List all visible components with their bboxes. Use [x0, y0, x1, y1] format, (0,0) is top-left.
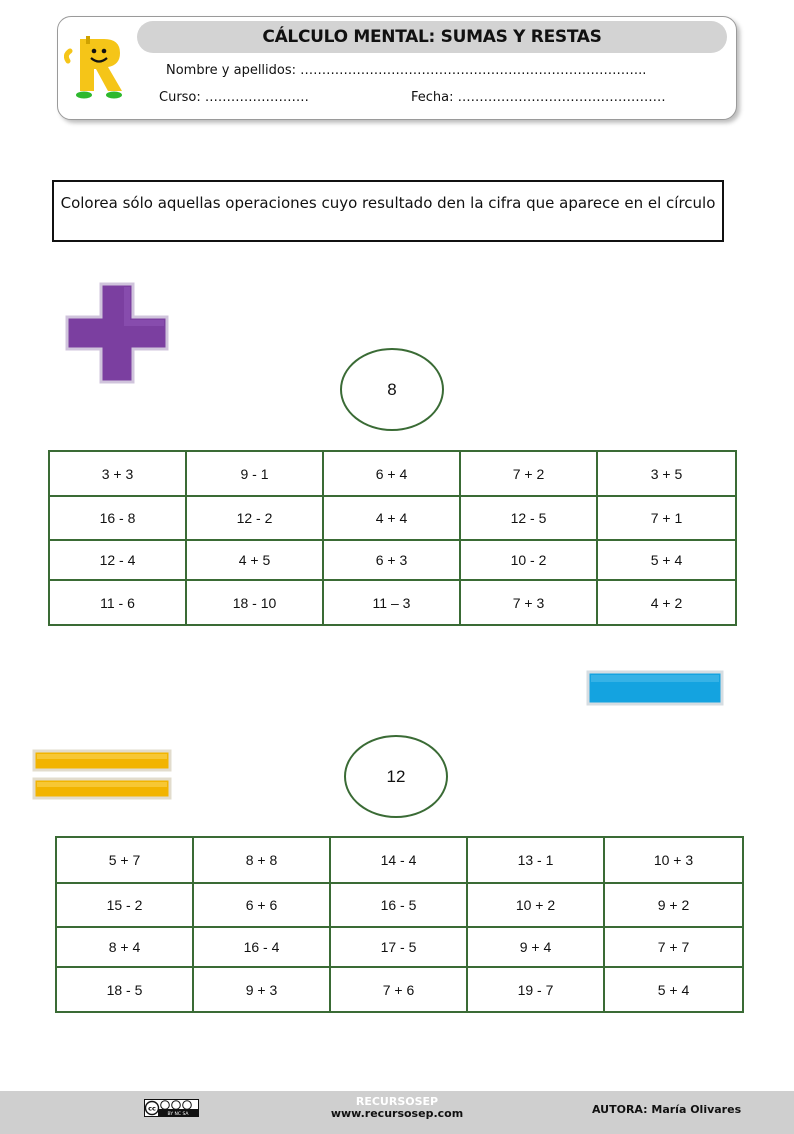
operation-cell[interactable]: 6 + 3 [323, 540, 460, 580]
operation-cell[interactable]: 15 - 2 [56, 883, 193, 927]
operation-cell[interactable]: 9 + 2 [604, 883, 743, 927]
operation-cell[interactable]: 6 + 4 [323, 451, 460, 496]
operation-cell[interactable]: 8 + 4 [56, 927, 193, 967]
footer-url[interactable]: www.recursosep.com [330, 1107, 464, 1120]
operation-cell[interactable]: 16 - 4 [193, 927, 330, 967]
operation-cell[interactable]: 8 + 8 [193, 837, 330, 883]
operation-cell[interactable]: 7 + 2 [460, 451, 597, 496]
operation-cell[interactable]: 12 - 2 [186, 496, 323, 540]
operation-cell[interactable]: 14 - 4 [330, 837, 467, 883]
operation-cell[interactable]: 16 - 8 [49, 496, 186, 540]
svg-text:cc: cc [148, 1104, 156, 1113]
operation-cell[interactable]: 13 - 1 [467, 837, 604, 883]
target-circle-12 [344, 735, 448, 818]
operation-cell[interactable]: 5 + 7 [56, 837, 193, 883]
operation-cell[interactable]: 11 - 6 [49, 580, 186, 625]
recursosep-logo [64, 33, 128, 99]
operations-table-1 [48, 450, 737, 626]
target-number: 8 [387, 380, 397, 399]
date-field[interactable]: Fecha: ………………………………………… [411, 90, 666, 105]
operation-cell[interactable]: 4 + 5 [186, 540, 323, 580]
operation-cell[interactable]: 19 - 7 [467, 967, 604, 1012]
operation-cell[interactable]: 9 + 4 [467, 927, 604, 967]
operation-cell[interactable]: 12 - 5 [460, 496, 597, 540]
minus-sign-icon [586, 670, 724, 706]
footer-brand: RECURSOSEP [355, 1095, 439, 1108]
operation-cell[interactable]: 10 - 2 [460, 540, 597, 580]
operation-cell[interactable]: 5 + 4 [597, 540, 736, 580]
operation-cell[interactable]: 18 - 5 [56, 967, 193, 1012]
operation-cell[interactable]: 7 + 6 [330, 967, 467, 1012]
instruction-box: Colorea sólo aquellas operaciones cuyo resultado den la cifra que aparece en el círculo [52, 180, 724, 242]
operation-cell[interactable]: 10 + 3 [604, 837, 743, 883]
operation-cell[interactable]: 4 + 2 [597, 580, 736, 625]
footer-author: AUTORA: María Olivares [592, 1103, 742, 1116]
operation-cell[interactable]: 7 + 7 [604, 927, 743, 967]
operation-cell[interactable]: 4 + 4 [323, 496, 460, 540]
operation-cell[interactable]: 17 - 5 [330, 927, 467, 967]
equals-sign-icon [32, 749, 172, 801]
plus-sign-icon [65, 282, 169, 384]
name-field[interactable]: Nombre y apellidos: …………………………………………………………………….. [166, 63, 647, 78]
course-field[interactable]: Curso: …………………… [159, 90, 309, 105]
target-circle-8 [340, 348, 444, 431]
footer [0, 1091, 794, 1134]
operation-cell[interactable]: 3 + 3 [49, 451, 186, 496]
operation-cell[interactable]: 18 - 10 [186, 580, 323, 625]
operation-cell[interactable]: 11 – 3 [323, 580, 460, 625]
operation-cell[interactable]: 9 + 3 [193, 967, 330, 1012]
license-text: BY NC SA [167, 1112, 189, 1117]
operation-cell[interactable]: 7 + 3 [460, 580, 597, 625]
operation-cell[interactable]: 9 - 1 [186, 451, 323, 496]
operation-cell[interactable]: 7 + 1 [597, 496, 736, 540]
operation-cell[interactable]: 12 - 4 [49, 540, 186, 580]
operation-cell[interactable]: 16 - 5 [330, 883, 467, 927]
operation-cell[interactable]: 6 + 6 [193, 883, 330, 927]
header-card [57, 16, 737, 120]
operation-cell[interactable]: 3 + 5 [597, 451, 736, 496]
operations-table-2 [55, 836, 744, 1013]
operation-cell[interactable]: 10 + 2 [467, 883, 604, 927]
target-number: 12 [386, 767, 406, 786]
page-title: CÁLCULO MENTAL: SUMAS Y RESTAS [137, 21, 727, 53]
operation-cell[interactable]: 5 + 4 [604, 967, 743, 1012]
